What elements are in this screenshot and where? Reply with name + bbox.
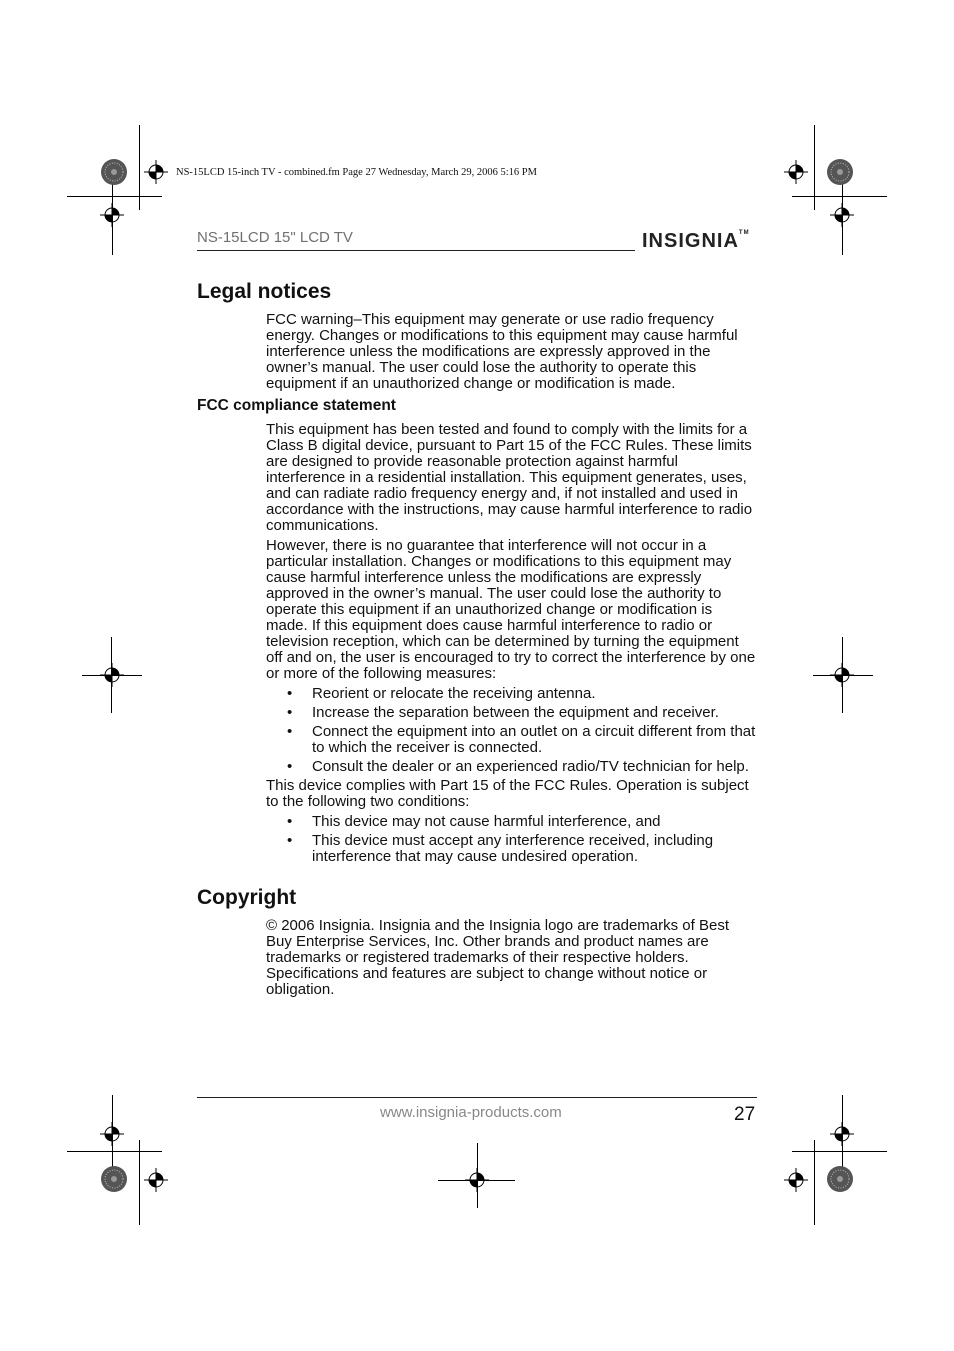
crop-line	[814, 1140, 815, 1225]
legal-notices-heading: Legal notices	[197, 280, 332, 303]
crop-line	[139, 125, 140, 210]
crop-line	[477, 1143, 478, 1208]
logo-tm: TM	[738, 230, 750, 236]
condition-text: This device may not cause harmful interference, and	[312, 813, 661, 830]
registration-mark-icon	[100, 203, 124, 227]
crop-line	[814, 125, 815, 210]
crop-line	[813, 675, 873, 676]
running-title: NS-15LCD 15" LCD TV	[197, 229, 353, 246]
footer-url: www.insignia-products.com	[380, 1104, 562, 1121]
part15-intro: This device complies with Part 15 of the FCC Rules. Operation is subject to the following two conditions:	[266, 777, 749, 810]
conditions-list	[266, 814, 756, 865]
starburst-mark-icon	[100, 1165, 128, 1193]
registration-mark-icon	[830, 203, 854, 227]
fcc-compliance-body	[266, 422, 756, 868]
crop-line	[438, 1180, 515, 1181]
registration-mark-icon	[830, 1122, 854, 1146]
registration-mark-icon	[144, 1168, 168, 1192]
fcc-compliance-heading: FCC compliance statement	[197, 397, 396, 414]
list-item	[266, 833, 756, 865]
condition-text: This device must accept any interference received, including interference that may cause undesired operation.	[312, 832, 714, 865]
measure-text: Reorient or relocate the receiving antenna.	[312, 685, 596, 702]
starburst-mark-icon	[826, 158, 854, 186]
registration-mark-icon	[784, 1168, 808, 1192]
copyright-block	[266, 918, 756, 1002]
fcc-warning-block	[266, 312, 756, 396]
measure-text: Increase the separation between the equipment and receiver.	[312, 704, 719, 721]
copyright-text: © 2006 Insignia. Insignia and the Insignia logo are trademarks of Best Buy Enterprise Services, Inc. Other brands and product names are trademarks or registered trademarks of their respective holders. Specifications and features are subject to change without notice or obligation.	[266, 917, 730, 998]
file-info: NS-15LCD 15-inch TV - combined.fm Page 27 Wednesday, March 29, 2006 5:16 PM	[176, 167, 537, 178]
list-item	[266, 705, 756, 721]
crop-line	[82, 675, 142, 676]
measure-text: Connect the equipment into an outlet on a circuit different from that to which the receiver is connected.	[312, 723, 756, 756]
registration-mark-icon	[784, 160, 808, 184]
insignia-logo	[642, 230, 750, 253]
footer-rule	[197, 1097, 757, 1098]
crop-line	[792, 196, 887, 197]
page-number: 27	[734, 1104, 756, 1125]
registration-mark-icon	[100, 1122, 124, 1146]
measures-list	[266, 686, 756, 775]
list-item	[266, 814, 756, 830]
measure-text: Consult the dealer or an experienced radio/TV technician for help.	[312, 758, 749, 775]
list-item	[266, 724, 756, 756]
logo-text: INSIGNIA	[642, 230, 739, 252]
fcc-warning-text: FCC warning–This equipment may generate or use radio frequency energy. Changes or modifications to this equipment may cause harmful interference unless the modifications are expressly approved in the owner’s manual. The user could lose the authority to operate this equipment if an unauthorized change or modification is made.	[266, 311, 738, 392]
copyright-heading: Copyright	[197, 886, 297, 909]
crop-line	[792, 1151, 887, 1152]
crop-line	[67, 196, 162, 197]
list-item	[266, 759, 756, 775]
bullet-icon: •	[287, 704, 293, 721]
compliance-paragraph-1: This equipment has been tested and found to comply with the limits for a Class B digital device, pursuant to Part 15 of the FCC Rules. These limits are designed to provide reasonable protection against harmful interference in a residential installation. This equipment generates, uses, and can radiate radio frequency energy and, if not installed and used in accordance with the instructions, may cause harmful interference to radio communications.	[266, 421, 753, 534]
compliance-paragraph-2: However, there is no guarantee that interference will not occur in a particular installation. Changes or modifications to this equipment may cause harmful interference unless the modifications are expressly approved in the owner’s manual. The user could lose the authority to operate this equipment if an unauthorized change or modification is made. If this equipment does cause harmful interference to radio or television reception, which can be determined by turning the equipment off and on, the user is encouraged to try to correct the interference by one or more of the following measures:	[266, 537, 756, 682]
bullet-icon: •	[287, 723, 293, 740]
crop-line	[139, 1140, 140, 1225]
starburst-mark-icon	[826, 1165, 854, 1193]
bullet-icon: •	[287, 832, 293, 849]
bullet-icon: •	[287, 758, 293, 775]
list-item	[266, 686, 756, 702]
crop-line	[67, 1151, 162, 1152]
bullet-icon: •	[287, 813, 293, 830]
bullet-icon: •	[287, 685, 293, 702]
registration-mark-icon	[144, 160, 168, 184]
header-rule	[197, 250, 635, 251]
starburst-mark-icon	[100, 158, 128, 186]
